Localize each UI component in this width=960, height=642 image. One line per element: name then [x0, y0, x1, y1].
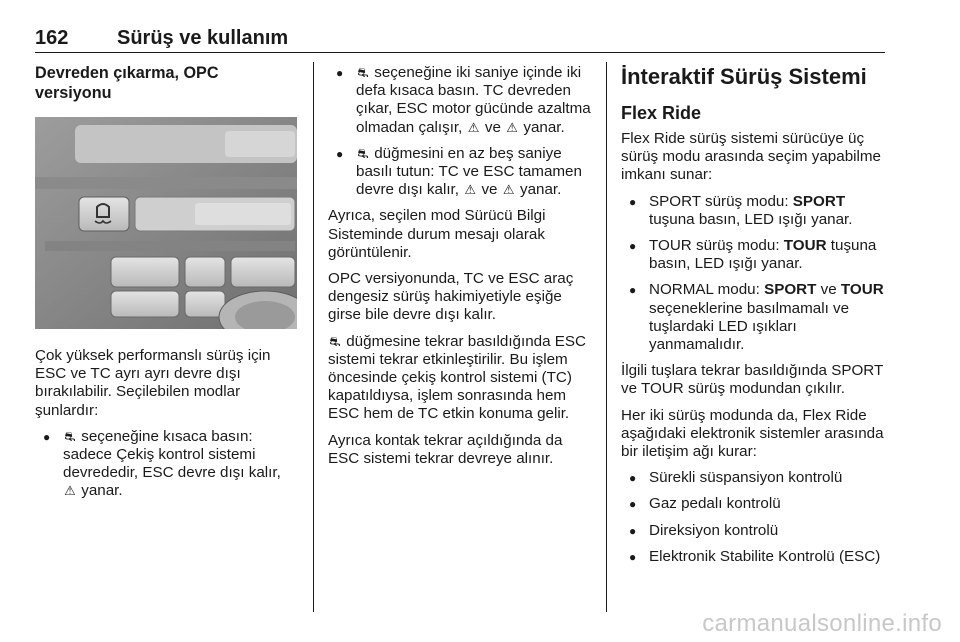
systems-list: [621, 469, 887, 566]
paragraph: Ayrıca kontak tekrar açıldığında da ESC sistemi tekrar devreye alınır.: [328, 431, 563, 467]
tc-off-icon: ⚠: [64, 483, 76, 499]
sport-key-label: SPORT: [792, 192, 846, 210]
esc-car-skid-icon: ⛐: [64, 428, 76, 444]
watermark: carmanualsonline.info: [702, 610, 942, 637]
page-number: 162: [35, 27, 69, 49]
list-item: ● NORMAL modu: SPORT ve TOUR seçeneklerine basılmamalı ve tuşlardaki LED ışıkları yanmamalıdır.: [621, 281, 887, 354]
column-divider: [606, 62, 607, 612]
column-divider: [313, 62, 314, 612]
section-heading: Devreden çıkarma, OPC versiyonu: [35, 64, 219, 102]
list-item: ● ⛐ seçeneğine iki saniye içinde iki defa kısaca basın. TC devreden çıkar, ESC motor gücünde azaltma olmadan çalışır, ⚠ ve ⚠ yanar.: [328, 64, 596, 137]
mode-list: [328, 64, 596, 199]
column-middle: [328, 64, 596, 476]
paragraph: ⛐ düğmesine tekrar basıldığında ESC sistemi tekrar etkinleştirilir. Bu işlem öncesinde çekiş kontrol sistemi (TC) kapatıldıysa, işlem sonrasında hem ESC hem de TC etkin konuma gelir.: [328, 332, 586, 423]
tour-key-label: TOUR: [783, 237, 827, 255]
list-item: ● Gaz pedalı kontrolü: [621, 495, 887, 513]
list-item: ● TOUR sürüş modu: TOUR tuşuna basın, LED ışığı yanar.: [621, 237, 887, 273]
list-item: ● Direksiyon kontrolü: [621, 522, 887, 540]
list-item: ● SPORT sürüş modu: SPORT tuşuna basın, LED ışığı yanar.: [621, 193, 887, 229]
drive-mode-list: [621, 193, 887, 355]
list-item: ● Elektronik Stabilite Kontrolü (ESC): [621, 548, 887, 566]
paragraph: Ayrıca, seçilen mod Sürücü Bilgi Sisteminde durum mesajı olarak görüntülenir.: [328, 207, 546, 261]
section-heading: İnteraktif Sürüş Sistemi: [621, 64, 867, 89]
tc-off-icon: ⚠: [464, 182, 477, 198]
column-left: [35, 64, 299, 509]
tour-key-label: TOUR: [840, 281, 884, 299]
sport-key-label: SPORT: [764, 281, 817, 299]
intro-paragraph: Çok yüksek performanslı sürüş için ESC ve TC ayrı ayrı devre dışı bırakılabilir. Seçilebilen modlar şunlardır:: [35, 347, 271, 419]
list-item: ● ⛐ düğmesini en az beş saniye basılı tutun: TC ve ESC tamamen devre dışı kalır, ⚠ ve ⚠ yanar.: [328, 145, 596, 200]
paragraph: Flex Ride sürüş sistemi sürücüye üç sürüş modu arasında seçim yapabilme imkanı sunar:: [621, 130, 881, 184]
esc-car-skid-icon: ⛐: [329, 333, 341, 349]
subsection-heading: Flex Ride: [621, 103, 702, 123]
chapter-title: Sürüş ve kullanım: [117, 27, 289, 49]
esc-car-skid-icon: ⛐: [357, 145, 369, 161]
mode-list: [35, 428, 299, 501]
paragraph: Her iki sürüş modunda da, Flex Ride aşağıdaki elektronik sistemler arasında bir iletişim ağı kurar:: [621, 406, 884, 461]
dashboard-button-photo: [35, 117, 297, 329]
page-header: [35, 26, 885, 53]
paragraph: İlgili tuşlara tekrar basıldığında SPORT ve TOUR sürüş modundan çıkılır.: [621, 362, 883, 398]
esc-off-icon: ⚠: [506, 119, 518, 135]
paragraph: OPC versiyonunda, TC ve ESC araç dengesiz sürüş hakimiyetiyle eşiğe girse bile devre dışı kalır.: [328, 270, 574, 324]
tc-off-icon: ⚠: [467, 119, 480, 135]
list-item: ● ⛐ seçeneğine kısaca basın: sadece Çekiş kontrol sistemi devrededir, ESC devre dışı kalır, ⚠ yanar.: [35, 428, 299, 501]
esc-car-skid-icon: ⛐: [357, 65, 369, 80]
list-item: ● Sürekli süspansiyon kontrolü: [621, 469, 887, 487]
column-right: [621, 64, 887, 574]
esc-off-icon: ⚠: [502, 182, 515, 198]
